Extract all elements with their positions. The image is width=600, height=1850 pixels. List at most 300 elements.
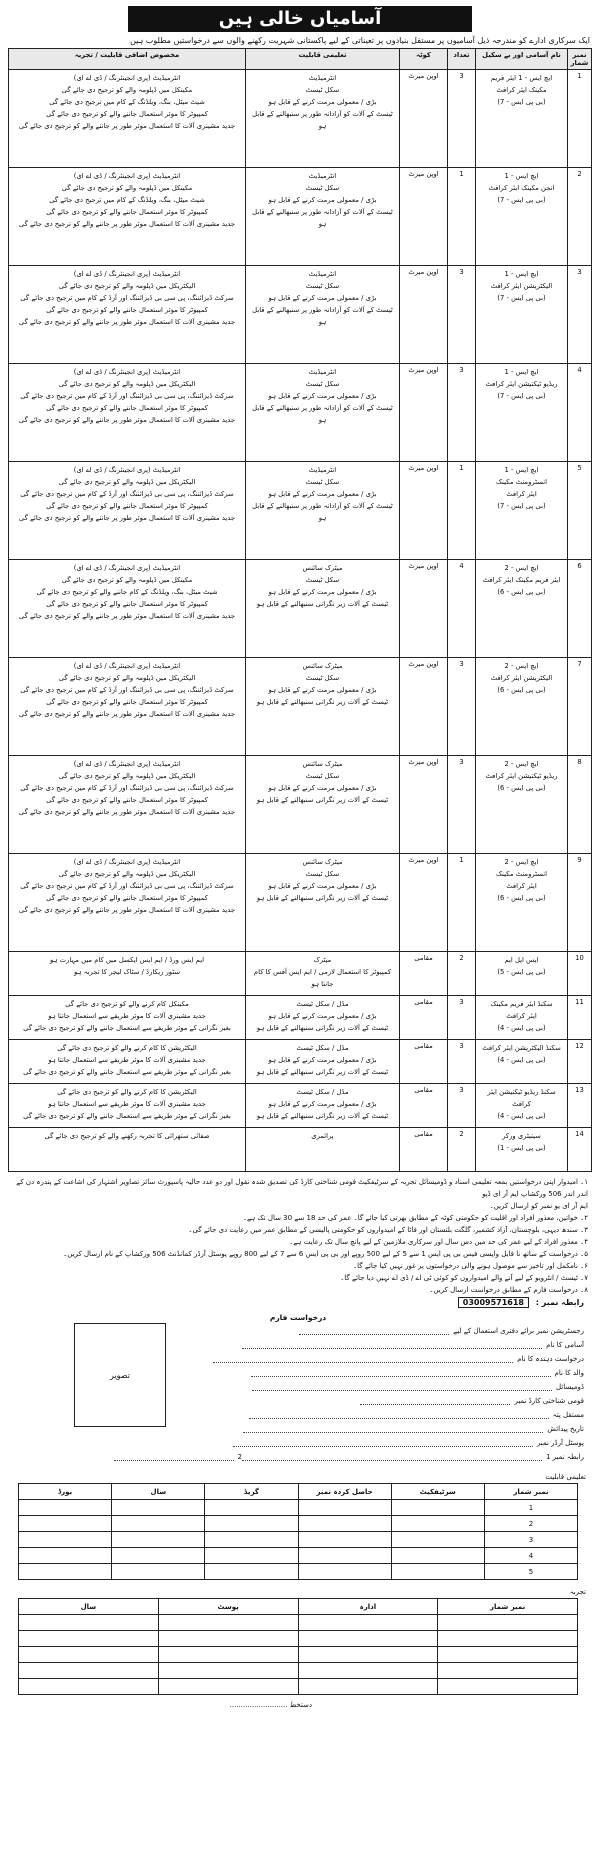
- row-experience: [9, 1084, 246, 1128]
- row-experience: [9, 462, 246, 560]
- education-line: انٹرمیڈیٹ: [308, 368, 337, 376]
- education-line: بڑی / معمولی مرمت کرنے کے قابل ہو: [268, 98, 377, 106]
- education-line: ٹیسٹ کے آلات زیر نگرانی سنبھالنے کے قابل ہو: [256, 1068, 389, 1076]
- experience-line: انٹرمیڈیٹ (پری انجینئرنگ / ڈی اے ای): [73, 172, 181, 180]
- row-quota: اوپن میرٹ: [400, 168, 448, 266]
- grid-cell[interactable]: [298, 1532, 391, 1548]
- table-row: [9, 952, 592, 996]
- form-field-line[interactable]: [114, 1453, 234, 1461]
- header-quota: کوٹہ: [400, 49, 448, 70]
- grid-row-number: 5: [484, 1564, 577, 1580]
- row-quota: اوپن میرٹ: [400, 854, 448, 952]
- experience-line: صفائی ستھرائی کا تجربہ رکھنے والے کو ترجیح دی جائے گی: [44, 1132, 210, 1140]
- experience-line: الیکٹریکل میں ڈپلومہ والے کو ترجیح دی جائے گی: [58, 478, 196, 486]
- grid-header-row: [19, 1599, 578, 1615]
- row-education: [246, 364, 400, 462]
- experience-line: جدید مشینری آلات کا موثر طریقے سے استعمال جانتا ہو: [48, 1100, 206, 1108]
- form-contact-2: 2: [237, 1453, 242, 1461]
- education-line: کمپیوٹر کا استعمال لازمی / ایم ایس آفس کا کام جانتا ہو: [253, 968, 392, 988]
- post-line: (بی پی ایس - 4): [497, 1112, 546, 1120]
- experience-line: جدید مشینری آلات کا استعمال موثر طور پر جاننے والے کو ترجیح دی جائے گی: [18, 710, 236, 718]
- post-line: ایچ ایس - 1: [504, 466, 539, 474]
- form-field-label: مستقل پتہ: [552, 1411, 584, 1419]
- note-line: ۸۔ درخواست فارم کے مطابق درخواست ارسال کریں۔: [429, 1286, 588, 1294]
- experience-line: کمپیوٹر کا موثر استعمال جاننے والے کو ترجیح دی جائے گی: [46, 208, 208, 216]
- row-experience: [9, 756, 246, 854]
- form-field-line[interactable]: [252, 1383, 552, 1391]
- row-post: [476, 1128, 568, 1172]
- form-field: [213, 1355, 584, 1363]
- grid-header-cell: سرٹیفکیٹ: [391, 1484, 484, 1500]
- row-education: [246, 854, 400, 952]
- post-line: الیکٹریشن ایئر کرافٹ: [490, 674, 553, 682]
- grid-row-number: 2: [484, 1516, 577, 1532]
- education-line: مڈل / سکل ٹیسٹ: [296, 1088, 349, 1096]
- grid-cell[interactable]: [298, 1663, 438, 1679]
- education-line: سکل ٹیسٹ: [305, 772, 340, 780]
- post-line: ایچ ایس - 1: [504, 172, 539, 180]
- experience-line: انٹرمیڈیٹ (پری انجینئرنگ / ڈی اے ای): [73, 270, 181, 278]
- experience-line: کمپیوٹر کا موثر استعمال جاننے والے کو ترجیح دی جائے گی: [46, 600, 208, 608]
- experience-line: انٹرمیڈیٹ (پری انجینئرنگ / ڈی اے ای): [73, 662, 181, 670]
- experience-line: سرکٹ ڈیزائننگ، پی سی بی ڈیزائننگ اور آرڈ کے کام میں ترجیح دی جائے گی: [20, 784, 234, 792]
- row-experience: [9, 560, 246, 658]
- grid-cell[interactable]: [391, 1564, 484, 1580]
- education-line: بڑی / معمولی مرمت کرنے کے قابل ہو: [268, 294, 377, 302]
- grid-cell[interactable]: [205, 1548, 298, 1564]
- grid-cell[interactable]: [19, 1500, 112, 1516]
- experience-line: کمپیوٹر کا موثر استعمال جاننے والے کو ترجیح دی جائے گی: [46, 306, 208, 314]
- education-line: بڑی / معمولی مرمت کرنے کے قابل ہو: [268, 1100, 377, 1108]
- form-field: [299, 1327, 584, 1335]
- experience-line: جدید مشینری آلات کا استعمال موثر طور پر جاننے والے کو ترجیح دی جائے گی: [18, 220, 236, 228]
- table-row: [9, 1084, 592, 1128]
- row-education: [246, 1128, 400, 1172]
- grid-cell[interactable]: [19, 1615, 159, 1631]
- row-post: [476, 364, 568, 462]
- experience-line: جدید مشینری آلات کا استعمال موثر طور پر جاننے والے کو ترجیح دی جائے گی: [18, 808, 236, 816]
- education-line: سکل ٹیسٹ: [305, 870, 340, 878]
- application-form: [8, 1313, 592, 1471]
- note-line: ۱۔ امیدوار اپنی درخواستیں بمعہ تعلیمی اسناد و ڈومیسائل تجربہ کے سرٹیفکیٹ قومی شناختی کارڈ کی تصدیق شدہ نقول اور دو عدد حالیہ پاسپورٹ سائز تصاویر اشتہار کی اشاعت کے پندرہ دن کے اندر اندر 506 ورکشاپ ایم آر ای ڈپو: [16, 1178, 588, 1198]
- form-title: درخواست فارم: [269, 1313, 327, 1322]
- education-line: ٹیسٹ کے آلات کو آزادانہ طور پر سنبھالنے کے قابل ہو: [252, 110, 393, 130]
- row-post: [476, 756, 568, 854]
- post-line: ایئر کرافٹ: [506, 882, 537, 890]
- row-quota: اوپن میرٹ: [400, 266, 448, 364]
- grid-cell[interactable]: [112, 1500, 205, 1516]
- grid-header-cell: ادارہ: [298, 1599, 438, 1615]
- experience-line: مکینکل کام کرنے والے کو ترجیح دی جائے گی: [65, 1000, 189, 1008]
- vacancies-table: [8, 48, 592, 1172]
- row-experience: [9, 658, 246, 756]
- education-line: انٹرمیڈیٹ: [308, 172, 337, 180]
- grid-cell[interactable]: [298, 1615, 438, 1631]
- experience-line: مکینکل میں ڈپلومہ والے کو ترجیح دی جائے گی: [61, 576, 193, 584]
- row-sno: 9: [568, 854, 592, 952]
- grid-cell[interactable]: [112, 1564, 205, 1580]
- form-field-line[interactable]: [360, 1397, 510, 1405]
- grid-row-number: 4: [484, 1548, 577, 1564]
- row-education: [246, 70, 400, 168]
- experience-line: انٹرمیڈیٹ (پری انجینئرنگ / ڈی اے ای): [73, 466, 181, 474]
- form-field-line[interactable]: [299, 1327, 449, 1335]
- header-post: نام آسامی اور بے سکیل: [476, 49, 568, 70]
- row-experience: [9, 1040, 246, 1084]
- grid-cell[interactable]: [298, 1548, 391, 1564]
- grid-row: [19, 1679, 578, 1695]
- grid-row-number: 3: [484, 1532, 577, 1548]
- post-line: سکنڈ ریڈیو ٹیکنیشن ایئر: [487, 1088, 556, 1096]
- row-education: [246, 1040, 400, 1084]
- grid-cell[interactable]: [19, 1647, 159, 1663]
- row-education: [246, 462, 400, 560]
- form-field: [233, 1439, 584, 1447]
- experience-label: تجربہ: [569, 1588, 586, 1596]
- education-line: سکل ٹیسٹ: [305, 86, 340, 94]
- row-quota: اوپن میرٹ: [400, 560, 448, 658]
- table-row: [9, 996, 592, 1040]
- post-line: ایئر کرافٹ: [506, 1012, 537, 1020]
- form-field-label: درخواست دہندہ کا نام: [517, 1355, 584, 1363]
- grid-cell[interactable]: [112, 1516, 205, 1532]
- grid-cell[interactable]: [391, 1516, 484, 1532]
- grid-cell[interactable]: [19, 1663, 159, 1679]
- grid-cell[interactable]: [19, 1548, 112, 1564]
- education-line: پرائمری: [311, 1132, 334, 1140]
- row-education: [246, 266, 400, 364]
- form-field: [114, 1453, 584, 1461]
- education-line: میٹرک: [313, 956, 332, 964]
- row-experience: [9, 952, 246, 996]
- grid-cell[interactable]: [158, 1663, 298, 1679]
- row-sno: 10: [568, 952, 592, 996]
- education-line: ٹیسٹ کے آلات زیر نگرانی سنبھالنے کے قابل ہو: [256, 796, 389, 804]
- form-field-label: تاریخ پیدائش: [547, 1425, 584, 1433]
- post-line: انسٹرومنٹ مکینک: [495, 478, 548, 486]
- grid-cell[interactable]: [391, 1548, 484, 1564]
- contact-label: رابطہ نمبر :: [535, 1298, 584, 1307]
- post-line: (بی پی ایس - 6): [497, 784, 546, 792]
- education-label: تعلیمی قابلیت: [545, 1473, 586, 1481]
- grid-cell[interactable]: [19, 1679, 159, 1695]
- form-field-line[interactable]: [242, 1341, 542, 1349]
- experience-line: شیٹ میٹل، بنگ، ویلڈنگ کے کام جاننے والے کو ترجیح دی جائے گی: [36, 588, 218, 596]
- grid-cell[interactable]: [205, 1532, 298, 1548]
- row-count: 3: [448, 996, 476, 1040]
- row-sno: 1: [568, 70, 592, 168]
- grid-cell[interactable]: [19, 1564, 112, 1580]
- post-line: انسٹرومنٹ مکینک: [495, 870, 548, 878]
- row-post: [476, 1040, 568, 1084]
- experience-line: شیٹ میٹل، بنگ، ویلڈنگ کے کام میں ترجیح دی جائے گی: [49, 196, 205, 204]
- row-post: [476, 560, 568, 658]
- note-line: ۲۔ خواتین، معذور افراد اور اقلیت کو حکومتی کوٹہ کے مطابق بھرتی کیا جائے گا۔ عمر کی حد 18 سے 30 سال تک ہے۔: [242, 1214, 588, 1222]
- grid-row: [19, 1663, 578, 1679]
- grid-cell[interactable]: [112, 1548, 205, 1564]
- experience-line: جدید مشینری آلات کا استعمال موثر طور پر جاننے والے کو ترجیح دی جائے گی: [18, 906, 236, 914]
- row-sno: 13: [568, 1084, 592, 1128]
- row-post: [476, 168, 568, 266]
- education-line: مڈل / سکل ٹیسٹ: [296, 1044, 349, 1052]
- grid-cell[interactable]: [158, 1615, 298, 1631]
- grid-row-number: [438, 1631, 578, 1647]
- form-field-label: آسامی کا نام: [546, 1341, 584, 1349]
- grid-cell[interactable]: [205, 1500, 298, 1516]
- post-line: کرافٹ: [512, 1100, 531, 1108]
- form-field: [252, 1383, 584, 1391]
- post-line: ایئر کرافٹ: [506, 490, 537, 498]
- grid-row-number: [438, 1663, 578, 1679]
- post-line: ایچ ایس - 2: [504, 760, 539, 768]
- form-field-label: والد کا نام: [554, 1369, 584, 1377]
- education-line: مڈل / سکل ٹیسٹ: [296, 1000, 349, 1008]
- education-line: بڑی / معمولی مرمت کرنے کے قابل ہو: [268, 686, 377, 694]
- post-line: (بی پی ایس - 5): [497, 968, 546, 976]
- row-count: 3: [448, 1040, 476, 1084]
- education-table: [18, 1483, 578, 1580]
- table-row: [9, 266, 592, 364]
- contact-number: 03009571618: [458, 1297, 529, 1308]
- form-field-line[interactable]: [213, 1355, 513, 1363]
- post-line: (بی پی ایس - 7): [497, 98, 546, 106]
- row-quota: اوپن میرٹ: [400, 462, 448, 560]
- experience-line: الیکٹریکل میں ڈپلومہ والے کو ترجیح دی جائے گی: [58, 870, 196, 878]
- post-line: (بی پی ایس - 6): [497, 894, 546, 902]
- post-line: سینیٹری ورکر: [502, 1132, 541, 1140]
- experience-line: سرکٹ ڈیزائننگ، پی سی بی ڈیزائننگ اور آرڈ کے کام میں ترجیح دی جائے گی: [20, 882, 234, 890]
- experience-table: [18, 1598, 578, 1695]
- form-field-label: قومی شناختی کارڈ نمبر: [514, 1397, 584, 1405]
- post-line: ایچ ایس - 1 ایئر فریم: [490, 74, 553, 82]
- row-sno: 8: [568, 756, 592, 854]
- experience-line: شیٹ میٹل، بنگ، ویلڈنگ کے کام میں ترجیح دی جائے گی: [49, 98, 205, 106]
- experience-line: سٹور ریکارڈ / سٹاک لیجر کا تجربہ ہو: [73, 968, 181, 976]
- row-experience: [9, 70, 246, 168]
- grid-cell[interactable]: [391, 1500, 484, 1516]
- post-line: (بی پی ایس - 7): [497, 196, 546, 204]
- education-line: بڑی / معمولی مرمت کرنے کے قابل ہو: [268, 490, 377, 498]
- experience-line: الیکٹریکل میں ڈپلومہ والے کو ترجیح دی جائے گی: [58, 674, 196, 682]
- experience-line: ایم ایس ورڈ / ایم ایس ایکسل میں کام میں مہارت ہو: [49, 956, 204, 964]
- experience-line: کمپیوٹر کا موثر استعمال جاننے والے کو ترجیح دی جائے گی: [46, 894, 208, 902]
- form-field-label: پوسٹل آرڈر نمبر: [536, 1439, 584, 1447]
- row-quota: مقامی: [400, 952, 448, 996]
- header-sno: نمبر شمار: [568, 49, 592, 70]
- grid-cell[interactable]: [158, 1631, 298, 1647]
- row-experience: [9, 266, 246, 364]
- experience-line: الیکٹریشن کا کام کرنے والے کو ترجیح دی جائے گی: [57, 1088, 197, 1096]
- experience-line: انٹرمیڈیٹ (پری انجینئرنگ / ڈی اے ای): [73, 858, 181, 866]
- form-field-line[interactable]: [249, 1411, 549, 1419]
- experience-line: کمپیوٹر کا موثر استعمال جاننے والے کو ترجیح دی جائے گی: [46, 110, 208, 118]
- experience-line: انٹرمیڈیٹ (پری انجینئرنگ / ڈی اے ای): [73, 368, 181, 376]
- table-row: [9, 1040, 592, 1084]
- grid-header-cell: سال: [19, 1599, 159, 1615]
- experience-line: سرکٹ ڈیزائننگ، پی سی بی ڈیزائننگ اور آرڈ کے کام میں ترجیح دی جائے گی: [20, 686, 234, 694]
- grid-row: [19, 1532, 578, 1548]
- header-experience: مخصوص اضافی قابلیت / تجربہ: [9, 49, 246, 70]
- photo-box: تصویر: [74, 1323, 166, 1427]
- row-education: [246, 996, 400, 1040]
- contact-line: [8, 1298, 588, 1307]
- experience-line: مکینکل میں ڈپلومہ والے کو ترجیح دی جائے گی: [61, 184, 193, 192]
- education-line: سکل ٹیسٹ: [305, 478, 340, 486]
- experience-line: جدید مشینری آلات کا استعمال موثر طور پر جاننے والے کو ترجیح دی جائے گی: [18, 122, 236, 130]
- row-post: [476, 462, 568, 560]
- grid-header-cell: گریڈ: [205, 1484, 298, 1500]
- table-row: [9, 364, 592, 462]
- row-experience: [9, 364, 246, 462]
- row-education: [246, 168, 400, 266]
- grid-cell[interactable]: [19, 1532, 112, 1548]
- table-row: [9, 70, 592, 168]
- grid-row: [19, 1647, 578, 1663]
- form-field-line[interactable]: [243, 1425, 543, 1433]
- grid-cell[interactable]: [298, 1647, 438, 1663]
- grid-header-cell: نمبر شمار: [438, 1599, 578, 1615]
- education-line: انٹرمیڈیٹ: [308, 270, 337, 278]
- post-line: (بی پی ایس - 6): [497, 686, 546, 694]
- row-experience: [9, 1128, 246, 1172]
- post-line: مکینک ایئر کرافٹ: [496, 86, 547, 94]
- grid-header-cell: سال: [112, 1484, 205, 1500]
- row-count: 1: [448, 462, 476, 560]
- experience-line: سرکٹ ڈیزائننگ، پی سی بی ڈیزائننگ اور آرڈ کے کام میں ترجیح دی جائے گی: [20, 294, 234, 302]
- experience-line: جدید مشینری آلات کا موثر طریقے سے استعمال جانتا ہو: [48, 1056, 206, 1064]
- experience-line: بغیر نگرانی کے موثر طریقے سے استعمال جاننے والے کو ترجیح دی جائے گی: [23, 1068, 231, 1076]
- education-line: سکل ٹیسٹ: [305, 576, 340, 584]
- row-count: 1: [448, 168, 476, 266]
- row-count: 3: [448, 70, 476, 168]
- education-line: بڑی / معمولی مرمت کرنے کے قابل ہو: [268, 1056, 377, 1064]
- grid-cell[interactable]: [19, 1516, 112, 1532]
- grid-row: [19, 1631, 578, 1647]
- grid-cell[interactable]: [298, 1679, 438, 1695]
- education-line: میٹرک سائنس: [302, 858, 343, 866]
- experience-line: بغیر نگرانی کے موثر طریقے سے استعمال جاننے والے کو ترجیح دی جائے گی: [23, 1024, 231, 1032]
- notes-section: [8, 1176, 592, 1296]
- row-post: [476, 266, 568, 364]
- experience-line: انٹرمیڈیٹ (پری انجینئرنگ / ڈی اے ای): [73, 74, 181, 82]
- education-line: سکل ٹیسٹ: [305, 380, 340, 388]
- grid-header-row: [19, 1484, 578, 1500]
- row-quota: اوپن میرٹ: [400, 70, 448, 168]
- note-line: ۴۔ معذور افراد کے لیے عمر کی حد میں دس سال اور سرکاری ملازمین کے لیے پانچ سال تک رعایت ہے۔: [289, 1238, 588, 1246]
- education-line: ٹیسٹ کے آلات زیر نگرانی سنبھالنے کے قابل ہو: [256, 1024, 389, 1032]
- grid-cell[interactable]: [19, 1631, 159, 1647]
- education-line: میٹرک سائنس: [302, 760, 343, 768]
- header-count: تعداد: [448, 49, 476, 70]
- row-sno: 5: [568, 462, 592, 560]
- row-quota: مقامی: [400, 1128, 448, 1172]
- education-line: ٹیسٹ کے آلات کو آزادانہ طور پر سنبھالنے کے قابل ہو: [252, 502, 393, 522]
- grid-cell[interactable]: [205, 1564, 298, 1580]
- experience-line: الیکٹریکل میں ڈپلومہ والے کو ترجیح دی جائے گی: [58, 380, 196, 388]
- row-sno: 6: [568, 560, 592, 658]
- row-count: 3: [448, 756, 476, 854]
- note-line: ۶۔ نامکمل اور تاخیر سے موصول ہونے والی درخواستوں پر غور نہیں کیا جائے گا۔: [353, 1262, 588, 1270]
- education-line: بڑی / معمولی مرمت کرنے کے قابل ہو: [268, 588, 377, 596]
- education-line: ٹیسٹ کے آلات زیر نگرانی سنبھالنے کے قابل ہو: [256, 894, 389, 902]
- grid-cell[interactable]: [205, 1516, 298, 1532]
- form-field-line[interactable]: [251, 1369, 551, 1377]
- row-post: [476, 996, 568, 1040]
- note-line: ۳۔ سندھ دیہی، بلوچستان، آزاد کشمیر، گلگت بلتستان اور فاٹا کے امیدواروں کو حکومتی پالیسی کے مطابق عمر میں رعایت دی جائے گی۔: [188, 1226, 588, 1234]
- post-line: سکنڈ ایئر فریم مکینک: [490, 1000, 553, 1008]
- experience-line: سرکٹ ڈیزائننگ، پی سی بی ڈیزائننگ اور آرڈ کے کام میں ترجیح دی جائے گی: [20, 392, 234, 400]
- form-field-line[interactable]: [233, 1439, 533, 1447]
- post-line: ایچ ایس - 1: [504, 368, 539, 376]
- table-row: [9, 560, 592, 658]
- row-count: 2: [448, 1128, 476, 1172]
- table-body: [9, 70, 592, 1172]
- grid-cell[interactable]: [391, 1532, 484, 1548]
- education-line: میٹرک سائنس: [302, 564, 343, 572]
- education-line: ٹیسٹ کے آلات کو آزادانہ طور پر سنبھالنے کے قابل ہو: [252, 404, 393, 424]
- post-line: ایس ایل ایم: [504, 956, 539, 964]
- grid-row-number: [438, 1647, 578, 1663]
- experience-line: الیکٹریکل میں ڈپلومہ والے کو ترجیح دی جائے گی: [58, 282, 196, 290]
- post-line: الیکٹریشن ایئر کرافٹ: [490, 282, 553, 290]
- row-post: [476, 854, 568, 952]
- post-line: (بی پی ایس - 7): [497, 392, 546, 400]
- row-sno: 11: [568, 996, 592, 1040]
- form-field: [249, 1411, 584, 1419]
- form-field-label: رجسٹریشن نمبر برائے دفتری استعمال کے لیے: [453, 1327, 584, 1335]
- grid-cell[interactable]: [158, 1679, 298, 1695]
- post-line: ایچ ایس - 2: [504, 564, 539, 572]
- grid-cell[interactable]: [158, 1647, 298, 1663]
- grid-cell[interactable]: [298, 1516, 391, 1532]
- grid-cell[interactable]: [298, 1631, 438, 1647]
- row-quota: اوپن میرٹ: [400, 756, 448, 854]
- row-quota: اوپن میرٹ: [400, 364, 448, 462]
- table-row: [9, 854, 592, 952]
- grid-row: [19, 1564, 578, 1580]
- row-experience: [9, 996, 246, 1040]
- grid-cell[interactable]: [298, 1564, 391, 1580]
- row-sno: 2: [568, 168, 592, 266]
- education-line: ٹیسٹ کے آلات زیر نگرانی سنبھالنے کے قابل ہو: [256, 698, 389, 706]
- note-line: ۷۔ ٹیسٹ / انٹرویو کے لیے آنے والے امیدواروں کو کوئی ٹی اے / ڈی اے نہیں دیا جائے گا۔: [340, 1274, 588, 1282]
- experience-line: کمپیوٹر کا موثر استعمال جاننے والے کو ترجیح دی جائے گی: [46, 796, 208, 804]
- header-education: تعلیمی قابلیت: [246, 49, 400, 70]
- experience-line: انٹرمیڈیٹ (پری انجینئرنگ / ڈی اے ای): [73, 564, 181, 572]
- form-field: [242, 1341, 584, 1349]
- row-quota: اوپن میرٹ: [400, 658, 448, 756]
- grid-cell[interactable]: [298, 1500, 391, 1516]
- post-line: ریڈیو ٹیکنیشن ایئر کرافٹ: [485, 772, 558, 780]
- post-line: (بی پی ایس - 6): [497, 588, 546, 596]
- post-line: (بی پی ایس - 7): [497, 502, 546, 510]
- row-education: [246, 560, 400, 658]
- table-row: [9, 462, 592, 560]
- form-field-line[interactable]: [242, 1453, 542, 1461]
- education-line: بڑی / معمولی مرمت کرنے کے قابل ہو: [268, 1012, 377, 1020]
- education-line: بڑی / معمولی مرمت کرنے کے قابل ہو: [268, 784, 377, 792]
- form-field: [360, 1397, 584, 1405]
- education-line: انٹرمیڈیٹ: [308, 466, 337, 474]
- form-field-label: ڈومیسائل: [556, 1383, 584, 1391]
- row-experience: [9, 854, 246, 952]
- post-line: ایچ ایس - 2: [504, 662, 539, 670]
- experience-line: جدید مشینری آلات کا استعمال موثر طور پر جاننے والے کو ترجیح دی جائے گی: [18, 612, 236, 620]
- post-line: ایچ ایس - 2: [504, 858, 539, 866]
- experience-line: جدید مشینری آلات کا موثر طریقے سے استعمال جانتا ہو: [48, 1012, 206, 1020]
- grid-header-cell: نمبر شمار: [484, 1484, 577, 1500]
- grid-cell[interactable]: [112, 1532, 205, 1548]
